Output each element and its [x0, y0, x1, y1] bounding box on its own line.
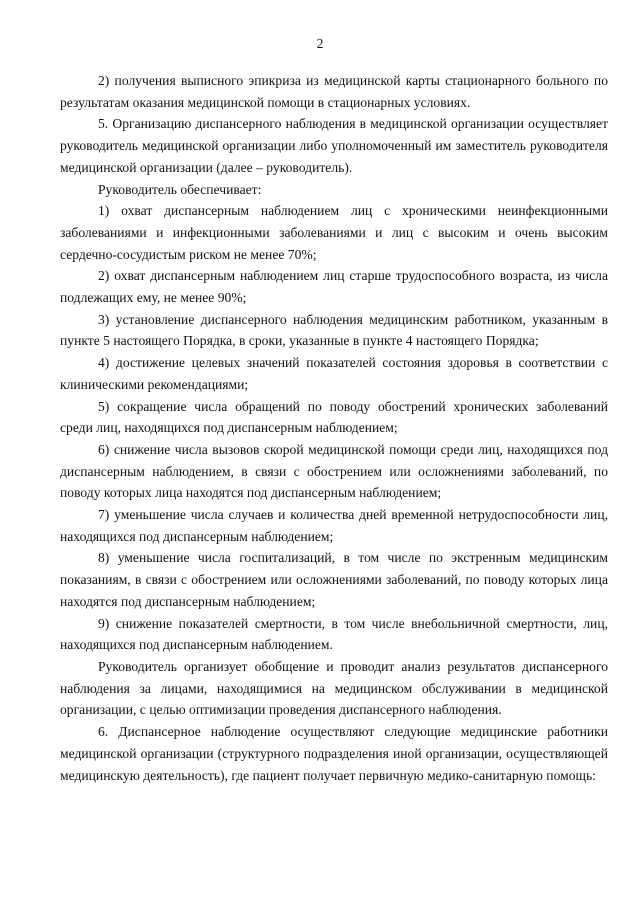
paragraph: 2) получения выписного эпикриза из медицинской карты стационарного больного по результатам оказания медицинской помощи в стационарных условиях. — [60, 73, 608, 110]
paragraph: Руководитель обеспечивает: — [98, 181, 262, 197]
paragraph: Руководитель организует обобщение и проводит анализ результатов диспансерного наблюдения за лицами, находящимися на медицинском обслуживании в медицинской организации, с целью оптимизации проведения диспансерного наблюдения. — [60, 658, 608, 718]
paragraph: 6) снижение числа вызовов скорой медицинской помощи среди лиц, находящихся под диспансерным наблюдением, в связи с обострением или осложнениями заболеваний, по поводу которых лица находятся под диспансерным наблюдением; — [60, 441, 608, 501]
paragraph: 3) установление диспансерного наблюдения медицинским работником, указанным в пункте 5 настоящего Порядка, в сроки, указанные в пункте 4 настоящего Порядка; — [60, 311, 608, 349]
page-number: 2 — [316, 36, 324, 51]
paragraph: 6. Диспансерное наблюдение осуществляют следующие медицинские работники медицинской организации (структурного подразделения иной организации, осуществляющей медицинскую деятельность), где пациент получает первичную медико-санитарную помощь: — [60, 724, 608, 783]
paragraph: 2) охват диспансерным наблюдением лиц старше трудоспособного возраста, из числа подлежащих ему, не менее 90%; — [60, 268, 608, 306]
paragraph: 7) уменьшение числа случаев и количества дней временной нетрудоспособности лиц, находящихся под диспансерным наблюдением; — [60, 507, 608, 544]
paragraph: 8) уменьшение числа госпитализаций, в том числе по экстренным медицинским показаниям, в связи с обострением или осложнениями заболеваний, по поводу которых лица находятся под диспансерным наблюдением; — [60, 550, 608, 609]
paragraph: 1) охват диспансерным наблюдением лиц с хроническими неинфекционными заболеваниями и инфекционными заболеваниями и лиц с высоким и очень высоким сердечно-сосудистым риском не менее 70%; — [60, 203, 608, 262]
paragraph: 9) снижение показателей смертности, в том числе внебольничной смертности, лиц, находящихся под диспансерным наблюдением. — [60, 615, 608, 653]
document-body — [60, 70, 608, 786]
paragraph: 5) сокращение числа обращений по поводу обострений хронических заболеваний среди лиц, находящихся под диспансерным наблюдением; — [60, 398, 608, 436]
paragraph: 5. Организацию диспансерного наблюдения в медицинской организации осуществляет руководитель медицинской организации либо уполномоченный им заместитель руководителя медицинской организации (далее – руководитель). — [60, 116, 608, 175]
paragraph: 4) достижение целевых значений показателей состояния здоровья в соответствии с клиническими рекомендациями; — [60, 355, 608, 392]
